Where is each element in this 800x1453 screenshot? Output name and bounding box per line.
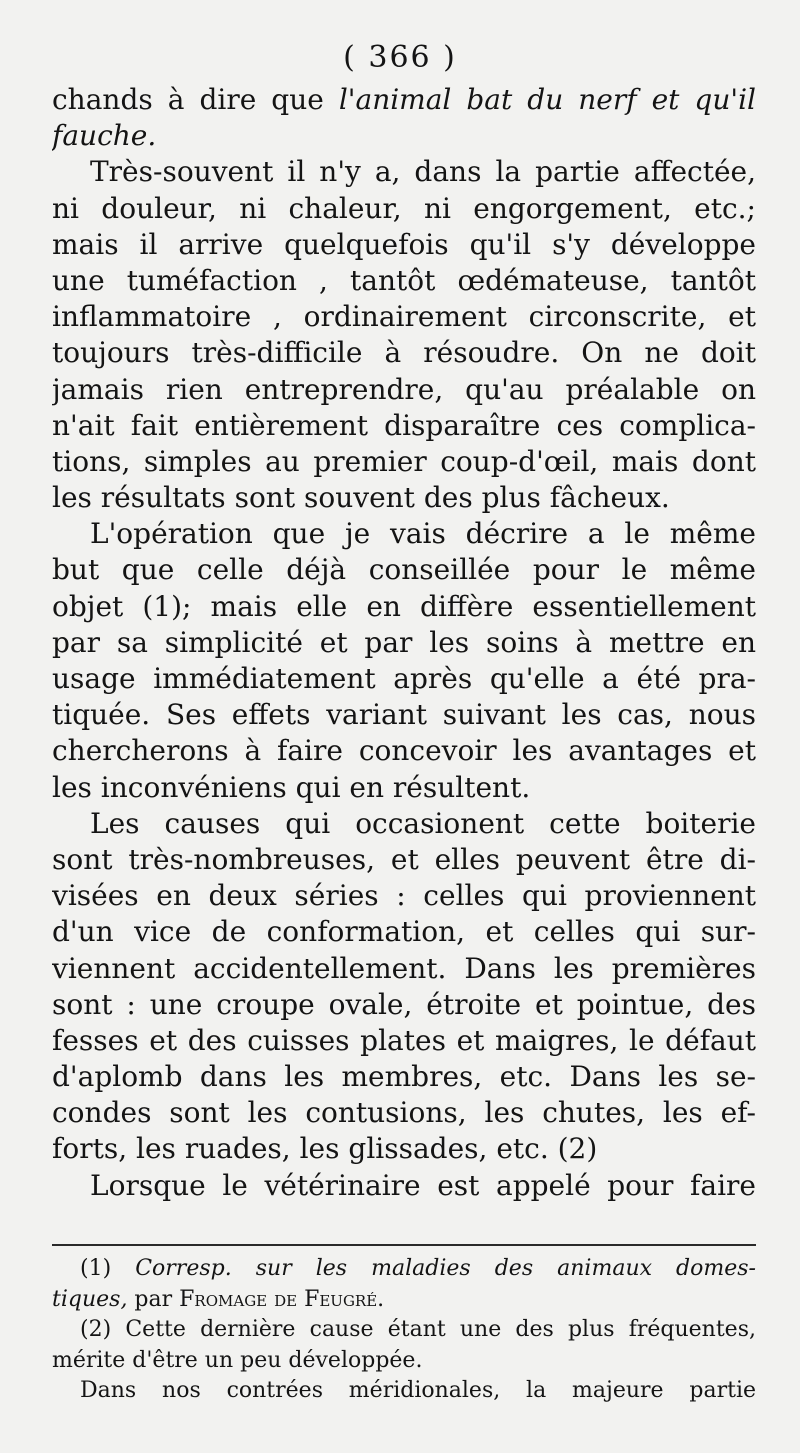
- text-line: condes sont les contusions, les chutes, les ef-: [52, 1096, 756, 1130]
- main-text: [52, 82, 756, 1204]
- italic-run: tiques,: [52, 1286, 128, 1312]
- text-line: fesses et des cuisses plates et maigres, le défaut: [52, 1023, 756, 1057]
- text-line: n'ait fait entièrement disparaître ces complica-: [52, 408, 756, 442]
- text-line: d'un vice de conformation, et celles qui sur-: [52, 915, 756, 949]
- text-line: Les causes qui occasionent cette boiterie: [90, 806, 756, 840]
- footnotes: [52, 1254, 756, 1407]
- text-line: d'aplomb dans les membres, etc. Dans les se-: [52, 1060, 756, 1094]
- text-line: chercherons à faire concevoir les avantages et: [52, 734, 756, 768]
- text-line: [52, 82, 756, 118]
- footnote-divider: [52, 1244, 756, 1246]
- text-line: viennent accidentellement. Dans les premières: [52, 951, 756, 985]
- text-line: forts, les ruades, les glissades, etc. (2): [52, 1132, 598, 1166]
- text-line: Lorsque le vétérinaire est appelé pour faire: [90, 1168, 756, 1202]
- text-run: par: [127, 1286, 180, 1312]
- text-line: sont : une croupe ovale, étroite et pointue, des: [52, 987, 756, 1021]
- page-number: ( 366 ): [343, 40, 457, 75]
- text-line: objet (1); mais elle en diffère essentiellement: [52, 589, 756, 623]
- text-line: inflammatoire , ordinairement circonscrite, et: [52, 300, 756, 334]
- text-line: par sa simplicité et par les soins à mettre en: [52, 625, 756, 659]
- italic-run: fauche.: [52, 119, 157, 153]
- footnote-marker: (1): [80, 1256, 136, 1281]
- text-line: [52, 118, 756, 154]
- text-line: visées en deux séries : celles qui proviennent: [52, 879, 756, 913]
- text-line: les inconvéniens qui en résultent.: [52, 770, 531, 804]
- text-line: les résultats sont souvent des plus fâcheux.: [52, 481, 670, 515]
- text-line: toujours très-difficile à résoudre. On ne doit: [52, 336, 756, 370]
- text-line: tiquée. Ses effets variant suivant les cas, nous: [52, 698, 756, 732]
- text-line: mais il arrive quelquefois qu'il s'y développe: [52, 227, 756, 261]
- text-line: but que celle déjà conseillée pour le même: [52, 553, 756, 587]
- text-line: jamais rien entreprendre, qu'au préalable on: [52, 372, 756, 406]
- text-line: sont très-nombreuses, et elles peuvent être di-: [52, 842, 756, 876]
- text-line: ni douleur, ni chaleur, ni engorgement, etc.;: [52, 191, 756, 225]
- footnote-line: Dans nos contrées méridionales, la majeure partie: [80, 1378, 756, 1403]
- author-name: Fromage de Feugré.: [179, 1286, 385, 1312]
- text-run: chands à dire que: [52, 83, 339, 116]
- text-line: Très-souvent il n'y a, dans la partie affectée,: [90, 155, 756, 189]
- italic-run: l'animal bat du nerf et qu'il: [338, 83, 756, 116]
- text-line: tions, simples au premier coup-d'œil, mais dont: [52, 444, 756, 478]
- footnote-line: [52, 1254, 756, 1285]
- footnote-line: (2) Cette dernière cause étant une des plus fréquentes,: [80, 1317, 756, 1342]
- text-line: une tuméfaction , tantôt œdémateuse, tantôt: [52, 263, 756, 297]
- footnote-line: mérite d'être un peu développée.: [52, 1347, 423, 1373]
- italic-run: Corresp. sur les maladies des animaux domes-: [135, 1256, 756, 1281]
- text-line: L'opération que je vais décrire a le même: [90, 517, 756, 551]
- footnote-line: [52, 1285, 756, 1316]
- text-line: usage immédiatement après qu'elle a été pra-: [52, 662, 756, 695]
